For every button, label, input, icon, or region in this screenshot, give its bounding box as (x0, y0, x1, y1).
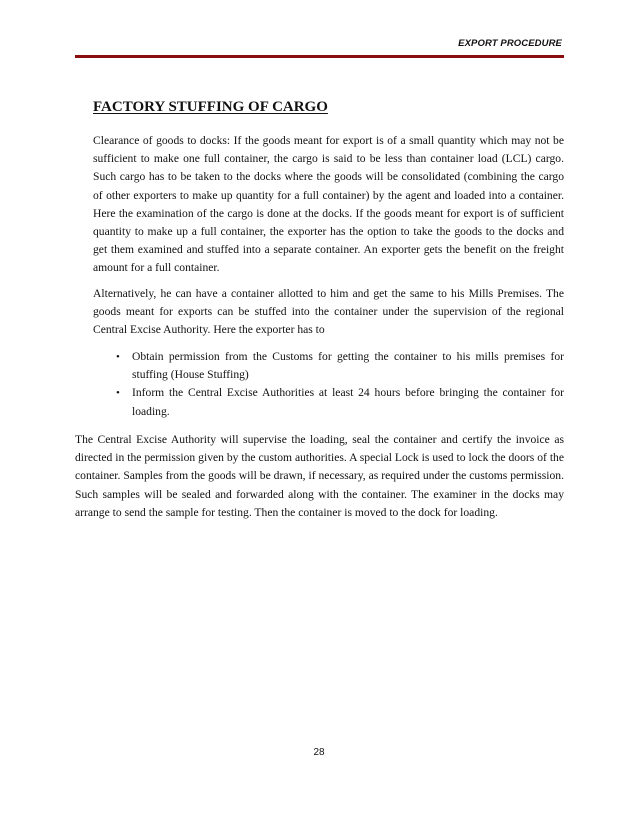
bullet-icon: • (116, 351, 120, 363)
header-title: EXPORT PROCEDURE (458, 38, 562, 49)
paragraph-closing: The Central Excise Authority will supervise the loading, seal the container and certify the invoice as directed in the permission given by the custom authorities. A special Lock is used to lock the doors of the container. Samples from the goods will be drawn, if necessary, as required under the customs permission. Such samples will be sealed and forwarded along with the container. The examiner in the docks may arrange to send the sample for testing. Then the container is moved to the dock for loading. (75, 433, 564, 519)
page-number: 28 (313, 747, 325, 758)
bullet-icon: • (116, 387, 120, 400)
section-heading: FACTORY STUFFING OF CARGO (93, 99, 328, 115)
bullet-list (104, 348, 564, 421)
bullet-text: Inform the Central Excise Authorities at least 24 hours before bringing the container for loading. (132, 386, 564, 418)
paragraph-alternatively: Alternatively, he can have a container allotted to him and get the same to his Mills Premises. The goods meant for exports can be stuffed into the container under the supervision of the regional Central Excise Authority. Here the exporter has to (93, 287, 564, 337)
header-rule (75, 55, 564, 58)
bullet-item-obtain-permission (104, 348, 564, 384)
bullet-text: Obtain permission from the Customs for getting the container to his mills premises for stuffing (House Stuffing) (132, 350, 564, 382)
paragraph-clearance: Clearance of goods to docks: If the goods meant for export is of a small quantity which may not be sufficient to make one full container, the cargo is said to be less than container load (LCL) cargo. Such cargo has to be taken to the docks where the goods will be consolidated (combining the cargo of other exporters to make up quantity for a full container) by the agent and loaded into a container. Here the examination of the cargo is done at the docks. If the goods meant for export is of sufficient quantity to make up a full container, the exporter has the option to take the goods to the docks and get them examined and stuffed into a separate container. An exporter gets the benefit on the freight amount for a full container. (93, 134, 564, 275)
bullet-item-inform-authorities (104, 384, 564, 420)
